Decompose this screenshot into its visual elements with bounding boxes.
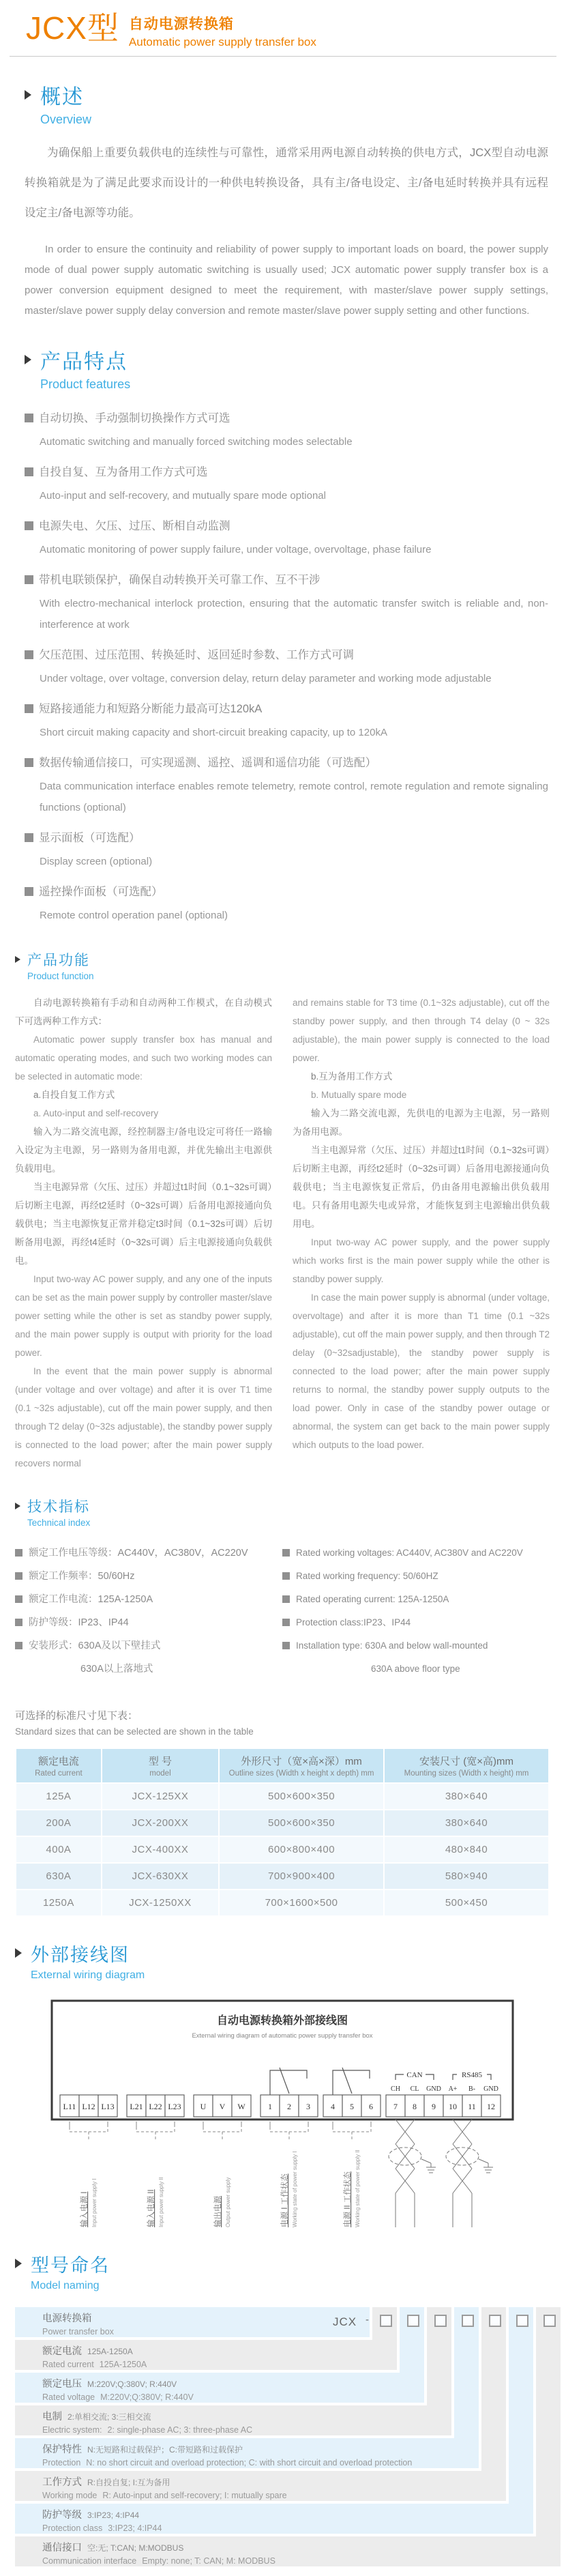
square-bullet-icon — [25, 704, 33, 713]
pin-cl: CL — [410, 2085, 419, 2093]
feature-en: Data communication interface enables remote telemetry, remote control, remote regulation and remote signaling functions (optional) — [40, 780, 548, 813]
feature-item — [25, 462, 548, 506]
section-technical-index — [0, 1496, 566, 1917]
pin-b-minus: B- — [468, 2085, 475, 2093]
feature-en: Auto-input and self-recovery, and mutually spare mode optional — [40, 489, 326, 502]
pin-gnd2: GND — [483, 2085, 498, 2093]
group-label-zh: 电源 I 工作状态 — [281, 2173, 289, 2227]
svg-text:1: 1 — [268, 2101, 272, 2111]
doc-header — [0, 0, 566, 49]
model-row: 额定电流 125A-1250A Rated current 125A-1250A — [15, 2340, 397, 2370]
function-paragraph: Input two-way AC power supply, and any one of the inputs can be set as the main power supply by controller master/slave power setting while the other is set as standby power supply, and the main power supply is output with priority for the load power. — [15, 1273, 272, 1358]
tech-spec: 630A above floor type — [371, 1663, 460, 1674]
feature-en: With electro-mechanical interlock protection, ensuring that the automatic transfer switch is reliable and, non-interference at work — [40, 597, 548, 631]
function-paragraph: Input two-way AC power supply, and the power supply which works first is the main power supply while the other is standby power supply. — [293, 1236, 550, 1284]
technical-columns — [15, 1542, 550, 1681]
tech-spec: Rated working voltages: AC440V, AC380V and AC220V — [296, 1547, 523, 1558]
model-heading — [15, 2251, 550, 2292]
group-label-en: Output power supply — [225, 2177, 231, 2227]
tech-spec: 安装形式：630A及以下壁挂式 — [29, 1640, 161, 1651]
code-box — [407, 2315, 419, 2327]
technical-zh-column — [15, 1542, 282, 1681]
function-paragraph: In case the main power supply is abnormal (under voltage, overvoltage) and after it is more than T1 time (0.1 ~32s adjustable), cut off the main power supply, and then through T2 delay (0~32sadjustable), the standby power supply is connected to the load power; after the main power supply returns to normal, the standby power supply outputs to the load power. Only in case of the standby power outage or abnormal, the system can get back to the main power supply which outputs to the load power. — [293, 1292, 550, 1450]
feature-zh: 数据传输通信接口，可实现遥测、遥控、遥调和遥信功能（可选配） — [39, 756, 376, 769]
feature-item — [25, 516, 548, 560]
model-heading-en: Model naming — [31, 2279, 100, 2291]
code-box — [434, 2315, 447, 2327]
feature-en: Display screen (optional) — [40, 855, 153, 867]
square-bullet-icon — [15, 1549, 23, 1557]
square-bullet-icon — [282, 1642, 290, 1649]
section-arrow-icon — [15, 1948, 22, 1958]
feature-item — [25, 570, 548, 635]
function-heading-zh: 产品功能 — [27, 952, 90, 968]
rs485-label: RS485 — [462, 2070, 482, 2079]
twisted-pair-can — [389, 2119, 436, 2227]
svg-text:4: 4 — [331, 2101, 335, 2111]
group-brackets — [70, 2122, 371, 2140]
section-overview — [0, 80, 566, 321]
square-bullet-icon — [15, 1619, 23, 1626]
can-label: CAN — [406, 2070, 423, 2079]
group-label-en: Working state of power supply II — [355, 2149, 361, 2227]
function-paragraph: 自动电源转换箱有手动和自动两种工作模式，在自动模式下可选两种工作方式： — [15, 997, 272, 1026]
tech-spec: Rated operating current: 125A-1250A — [296, 1593, 449, 1604]
col-header-outline-sizes: 外形尺寸（宽×高×深）mm Outline sizes (Width x height x depth) mm — [220, 1749, 383, 1782]
section-model-naming — [0, 2251, 566, 2569]
svg-text:2: 2 — [287, 2101, 291, 2111]
group-label-zh: 电源 II 工作状态 — [344, 2171, 352, 2227]
wiring-diagram — [15, 1999, 550, 2233]
square-bullet-icon — [282, 1549, 290, 1557]
square-bullet-icon — [25, 521, 33, 530]
product-title-zh: 自动电源转换箱 — [128, 16, 234, 32]
table-header-row — [16, 1749, 548, 1782]
model-row: 保护特性 N:无短路和过载保护；C:带短路和过载保护 Protection N: no short circuit and overload protection; C: with short circuit and overload protection — [15, 2438, 479, 2468]
model-heading-zh: 型号命名 — [31, 2255, 110, 2276]
feature-zh: 自动切换、手动强制切换操作方式可选 — [39, 411, 230, 424]
features-heading-zh: 产品特点 — [40, 350, 128, 373]
svg-text:L22: L22 — [149, 2101, 162, 2111]
table-row: 630A JCX-630XX 700×900×400 580×940 — [16, 1864, 548, 1889]
function-paragraph: 输入为二路交流电源，经控制器主/备电设定可将任一路输入设定为主电源，另一路则为备用电源，并优先输出主电源供负载用电。 — [15, 1126, 272, 1174]
technical-heading-en: Technical index — [27, 1517, 91, 1528]
feature-item — [25, 408, 548, 452]
feature-zh: 遥控操作面板（可选配） — [39, 885, 163, 898]
svg-text:9: 9 — [432, 2101, 436, 2111]
feature-item — [25, 753, 548, 818]
feature-zh: 电源失电、欠压、过压、断相自动监测 — [39, 519, 230, 532]
model-prefix: JCX — [333, 2315, 357, 2328]
tech-spec: 额定工作频率：50/60Hz — [29, 1570, 135, 1582]
svg-text:8: 8 — [413, 2101, 417, 2111]
feature-item — [25, 882, 548, 926]
twisted-pair-rs485 — [446, 2119, 493, 2227]
function-columns — [15, 994, 550, 1473]
section-arrow-icon — [15, 1503, 20, 1509]
section-arrow-icon — [15, 2259, 22, 2268]
function-left-column — [15, 994, 272, 1473]
pin-ch: CH — [391, 2085, 400, 2093]
wiring-group-labels — [79, 2150, 361, 2227]
feature-en: Automatic switching and manually forced switching modes selectable — [40, 435, 353, 448]
code-box — [489, 2315, 501, 2327]
svg-text:W: W — [237, 2101, 245, 2111]
code-box — [516, 2315, 528, 2327]
pin-gnd: GND — [426, 2085, 441, 2093]
square-bullet-icon — [282, 1595, 290, 1603]
technical-heading — [15, 1496, 550, 1528]
svg-text:L12: L12 — [82, 2101, 95, 2111]
feature-en: Remote control operation panel (optional) — [40, 909, 228, 921]
group-label-zh: 输出电源 — [214, 2195, 222, 2227]
svg-text:L11: L11 — [63, 2101, 76, 2111]
feature-en: Under voltage, over voltage, conversion delay, return delay parameter and working mode adjustable — [40, 672, 492, 684]
features-heading-en: Product features — [40, 377, 131, 391]
model-row: 额定电压 M:220V;Q:380V; R:440V Rated voltage M:220V;Q:380V; R:440V — [15, 2373, 424, 2403]
model-naming-diagram — [15, 2307, 550, 2569]
feature-item — [25, 828, 548, 872]
feature-zh: 欠压范围、过压范围、转换延时、返回延时参数、工作方式可调 — [39, 648, 354, 661]
svg-text:10: 10 — [449, 2101, 457, 2111]
square-bullet-icon — [25, 467, 33, 476]
section-wiring-diagram — [0, 1940, 566, 2233]
section-arrow-icon — [15, 956, 20, 963]
section-arrow-icon — [25, 355, 31, 364]
svg-text:U: U — [200, 2101, 207, 2111]
function-heading — [15, 949, 550, 981]
model-row: 通信接口 空:无; T:CAN; M:MODBUS Communication interface Empty: none; T: CAN; M: MODBUS — [15, 2536, 550, 2566]
feature-en: Short circuit making capacity and short-circuit breaking capacity, up to 120kA — [40, 726, 387, 738]
function-paragraph: Automatic power supply transfer box has manual and automatic operating modes, and such two working modes can be selected in automatic mode: — [15, 1034, 272, 1082]
square-bullet-icon — [282, 1619, 290, 1626]
svg-text:L13: L13 — [101, 2101, 115, 2111]
group-label-zh: 输入电源 II — [147, 2188, 155, 2227]
header-divider — [10, 56, 556, 57]
function-paragraph: b.互为备用工作方式 — [311, 1071, 393, 1082]
square-bullet-icon — [15, 1595, 23, 1603]
wiring-title-en: External wiring diagram of automatic power supply transfer box — [192, 2031, 373, 2040]
section-product-function — [0, 949, 566, 1473]
feature-item — [25, 699, 548, 743]
product-model-title: JCX型 — [26, 10, 119, 46]
function-heading-en: Product function — [27, 970, 94, 981]
tech-spec: 额定工作电流：125A-1250A — [29, 1593, 153, 1605]
function-paragraph: 当主电源异常（欠压、过压）并超过t1时间（0.1~32s可调）后切断主电源，再经t2延时（0~32s可调）后备用电源接通向负载供电；当主电源恢复正常并稳定t3时间（0.1~32s可调）后切断备用电源，再经t4延时（0~32s可调）后主电源接通向负载供电。 — [15, 1181, 272, 1266]
model-row: 电源转换箱 Power transfer box JCX — [15, 2307, 370, 2337]
group-label-zh: 输入电源 I — [80, 2191, 89, 2227]
technical-heading-zh: 技术指标 — [27, 1499, 90, 1515]
feature-zh: 自投自复、互为备用工作方式可选 — [39, 465, 208, 478]
col-header-rated-current: 额定电流 Rated current — [16, 1749, 101, 1782]
group-label-en: Input power supply II — [158, 2176, 164, 2227]
code-separator: - — [366, 2313, 369, 2326]
technical-en-column — [282, 1542, 550, 1681]
group-label-en: Input power supply I — [91, 2177, 98, 2227]
code-box — [380, 2315, 392, 2327]
table-intro-en: Standard sizes that can be selected are shown in the table — [15, 1726, 254, 1737]
wiring-heading-en: External wiring diagram — [31, 1969, 145, 1981]
tech-spec: 630A以上落地式 — [80, 1663, 153, 1675]
svg-text:5: 5 — [350, 2101, 354, 2111]
function-paragraph: 当主电源异常（欠压、过压）并超过t1时间（0.1~32s可调）后切断主电源，再经t2延时（0~32s可调）后备用电源接通向负载供电；当主电源恢复正常后，仍由备用电源输出供负载用电。只有备用电源失电或异常，才能恢复到主电源输出供负载用电。 — [293, 1144, 550, 1229]
svg-text:L21: L21 — [130, 2101, 143, 2111]
table-row: 125A JCX-125XX 500×600×350 380×640 — [16, 1784, 548, 1809]
svg-text:6: 6 — [369, 2101, 373, 2111]
section-product-features — [0, 345, 566, 926]
svg-text:V: V — [219, 2101, 226, 2111]
standard-sizes-table — [15, 1748, 550, 1917]
code-box — [462, 2315, 474, 2327]
overview-paragraph-en: In order to ensure the continuity and reliability of power supply to important loads on board, the power supply mode of dual power supply automatic switching is usually used; JCX automatic power supply transfer box is a power conversion equipment designed to meet the requirement, with master/slave power supply settings, master/slave power supply delay conversion and remote master/slave power supply setting and other functions. — [25, 243, 548, 317]
feature-en: Automatic monitoring of power supply failure, under voltage, overvoltage, phase failure — [40, 543, 432, 555]
function-paragraph: 输入为二路交流电源，先供电的电源为主电源，另一路则为备用电源。 — [293, 1108, 550, 1137]
square-bullet-icon — [15, 1572, 23, 1580]
svg-text:11: 11 — [468, 2101, 476, 2111]
wiring-heading-zh: 外部接线图 — [31, 1944, 130, 1965]
feature-list — [25, 408, 548, 926]
table-row: 1250A JCX-1250XX 700×1600×500 500×450 — [16, 1890, 548, 1915]
col-header-mounting-sizes: 安装尺寸 (宽×高)mm Mounting sizes (Width x height) mm — [385, 1749, 548, 1782]
square-bullet-icon — [25, 414, 33, 422]
function-paragraph: a. Auto-input and self-recovery — [33, 1108, 159, 1118]
product-title-en: Automatic power supply transfer box — [128, 35, 316, 48]
table-row: 400A JCX-400XX 600×800×400 480×840 — [16, 1837, 548, 1862]
square-bullet-icon — [25, 758, 33, 767]
col-header-model: 型 号 model — [102, 1749, 218, 1782]
square-bullet-icon — [25, 650, 33, 659]
page-bottom-spacer — [0, 2569, 566, 2576]
feature-zh: 带机电联锁保护，确保自动转换开关可靠工作、互不干涉 — [39, 573, 321, 586]
function-right-column — [293, 994, 550, 1473]
square-bullet-icon — [25, 833, 33, 842]
model-row: 防护等级 3:IP23; 4:IP44 Protection class 3:IP23; 4:IP44 — [15, 2504, 533, 2534]
square-bullet-icon — [25, 575, 33, 584]
tech-spec: 额定工作电压等级：AC440V，AC380V，AC220V — [29, 1547, 248, 1559]
square-bullet-icon — [15, 1642, 23, 1649]
model-row: 工作方式 R:自投自复; I:互为备用 Working mode R: Auto-input and self-recovery; I: mutually spare — [15, 2471, 506, 2501]
tech-spec: Installation type: 630A and below wall-mounted — [296, 1640, 488, 1651]
code-box — [543, 2315, 556, 2327]
svg-text:L23: L23 — [168, 2101, 181, 2111]
svg-text:12: 12 — [487, 2101, 495, 2111]
function-paragraph: b. Mutually spare mode — [311, 1089, 407, 1100]
overview-heading-en: Overview — [40, 113, 92, 126]
section-arrow-icon — [25, 90, 31, 100]
feature-item — [25, 645, 548, 689]
table-intro-zh: 可选择的标准尺寸见下表： — [15, 1709, 138, 1722]
square-bullet-icon — [282, 1572, 290, 1580]
tech-spec: 防护等级：IP23、IP44 — [29, 1617, 129, 1628]
feature-zh: 显示面板（可选配） — [39, 831, 140, 844]
code-column — [536, 2307, 561, 2566]
tech-spec: Protection class:IP23、IP44 — [296, 1617, 411, 1627]
overview-heading-zh: 概述 — [40, 86, 84, 108]
features-heading — [25, 345, 548, 392]
wiring-heading — [15, 1940, 550, 1982]
function-paragraph: In the event that the main power supply is abnormal (under voltage and over voltage) and after it is over T1 time (0.1 ~32s adjustable), cut off the main power supply, and then through T2 delay (0~32s adjustable), the standby power supply is connected to the load power; after the main power supply recovers normal — [15, 1365, 272, 1468]
svg-text:7: 7 — [393, 2101, 398, 2111]
overview-heading — [25, 80, 548, 127]
wiring-title-zh: 自动电源转换箱外部接线图 — [216, 2014, 348, 2027]
code-column — [509, 2307, 533, 2534]
model-row: 电制 2:单相交流; 3:三相交流 Electric system: 2: single-phase AC; 3: three-phase AC — [15, 2405, 451, 2435]
group-label-en: Working state of power supply I — [292, 2151, 298, 2227]
square-bullet-icon — [25, 887, 33, 896]
table-row: 200A JCX-200XX 500×600×350 380×640 — [16, 1810, 548, 1836]
feature-zh: 短路接通能力和短路分断能力最高可达120kA — [39, 702, 263, 715]
overview-paragraph-zh: 为确保船上重要负载供电的连续性与可靠性，通常采用两电源自动转换的供电方式，JCX型自动电源转换箱就是为了满足此要求而设计的一种供电转换设备，具有主/备电设定、主/备电延时转换并具有远程设定主/备电源等功能。 — [25, 147, 548, 219]
function-paragraph: and remains stable for T3 time (0.1~32s adjustable), cut off the standby power supply, and then through T4 delay (0 ~ 32s adjustable), the main power supply is connected to the load power. — [293, 997, 550, 1063]
svg-text:3: 3 — [306, 2101, 310, 2111]
pin-a-plus: A+ — [448, 2085, 458, 2093]
function-paragraph: a.自投自复工作方式 — [33, 1089, 115, 1100]
tech-spec: Rated working frequency: 50/60HZ — [296, 1570, 438, 1581]
